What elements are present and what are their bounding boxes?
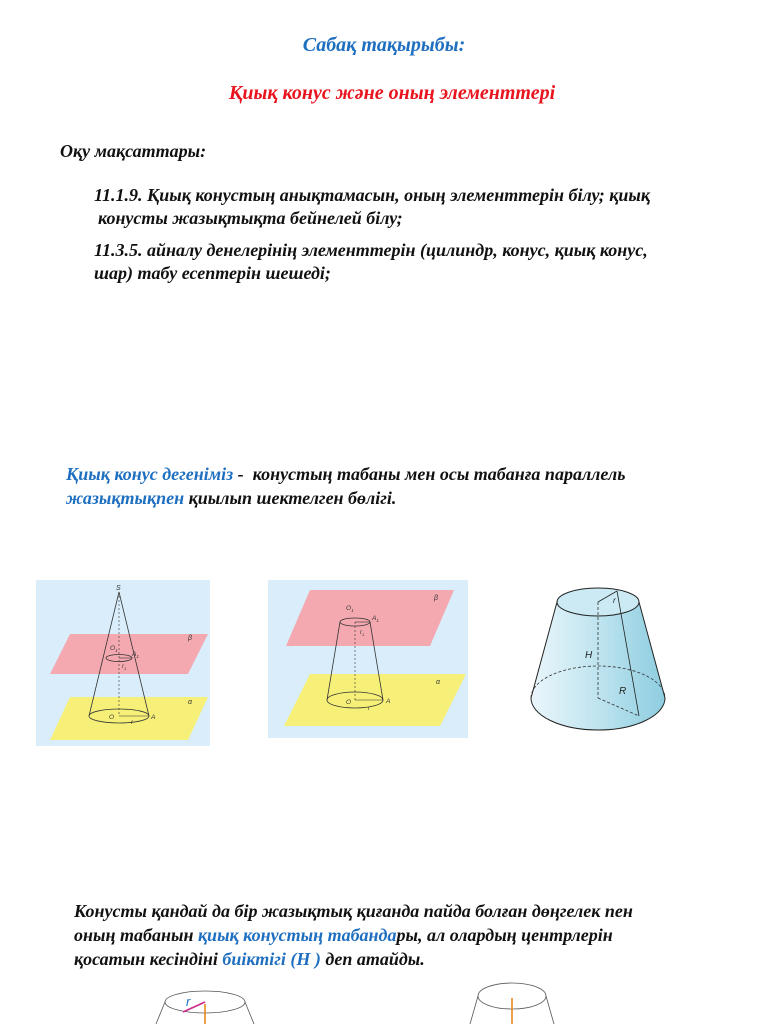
label-r1-sub: 1 (124, 666, 127, 671)
label-o1-letter: O (346, 605, 352, 612)
definition-text-2: қиылып шектелген бөлігі. (184, 488, 397, 508)
label-alpha: α (188, 699, 192, 706)
label-alpha: α (436, 679, 440, 686)
objective-item-1 (94, 184, 714, 230)
objective-2-line-1: 11.3.5. айналу денелерінің элементтерін (цилиндр, конус, қиық конус, (94, 240, 648, 260)
label-r1-sub: 1 (362, 632, 365, 637)
label-r: r (131, 720, 133, 726)
height-text-3b: деп атайды. (320, 949, 425, 969)
height-line-1: Конусты қандай да бір жазықтық қиғанда пайда болған дөңгелек пен (74, 901, 633, 921)
label-r1-letter: r (122, 664, 124, 670)
objective-2-line-2: шар) табу есептерін шешеді; (94, 263, 331, 283)
frustum-left-edge (156, 1002, 165, 1024)
frustum-left-edge (470, 996, 478, 1024)
label-r1-letter: r (360, 630, 362, 636)
label-r1 (122, 664, 126, 671)
label-a: A (151, 714, 156, 721)
cone-planes-figure (36, 580, 210, 746)
objectives-heading: Оқу мақсаттары: (60, 141, 207, 161)
height-text-2b: ры, ал олардың центрлерін (396, 925, 613, 945)
objective-1-line-2: конусты жазықтықта бейнелей білу; (98, 208, 403, 228)
frustum-radius-figure (150, 984, 260, 1024)
label-r: r (613, 596, 616, 605)
label-beta: β (188, 635, 192, 642)
objective-item-2 (94, 239, 714, 285)
label-r: r (186, 994, 191, 1009)
label-o1-sub: 1 (351, 608, 354, 613)
label-R: R (619, 686, 627, 697)
plane-alpha (50, 697, 208, 740)
plane-beta (286, 590, 454, 646)
height-line-2 (74, 923, 714, 947)
definition-text-1: конустың табаны мен осы табанға параллель (248, 464, 626, 484)
frustum-planes-figure (268, 580, 468, 738)
frustum-definition (66, 462, 716, 510)
label-beta: β (434, 595, 438, 602)
label-o1-letter: O (110, 645, 116, 652)
definition-term: Қиық конус дегеніміз (66, 464, 234, 484)
height-text-3a: қосатын кесіндіні (74, 949, 223, 969)
label-o1-sub: 1 (115, 648, 118, 653)
label-a: A (386, 698, 391, 705)
label-a1-sub: 1 (136, 654, 139, 659)
height-term: биіктігі (Н ) (222, 949, 321, 969)
label-a1-sub: 1 (376, 618, 379, 623)
topic-title: Қиық конус және оның элементтері (228, 82, 556, 104)
frustum-height-figure (462, 978, 562, 1024)
definition-dash: - (233, 464, 249, 484)
label-o: O (346, 699, 352, 706)
topic-label: Сабақ тақырыбы: (302, 34, 466, 56)
label-h: H (585, 650, 593, 661)
label-a1-letter: A (372, 615, 377, 622)
height-term-bases: қиық конустың табанда (197, 925, 397, 945)
label-apex: S (116, 585, 121, 592)
label-o: O (109, 714, 115, 721)
frustum-right-edge (546, 996, 554, 1024)
height-line-3 (74, 947, 714, 971)
label-r1 (360, 630, 364, 637)
height-text-2a: оның табанын (74, 925, 198, 945)
label-a1-letter: A (132, 651, 137, 658)
label-r: r (368, 706, 370, 712)
definition-term-2: жазықтықпен (66, 488, 185, 508)
frustum-right-edge (245, 1002, 254, 1024)
frustum-solid-figure (527, 582, 669, 740)
objective-1-line-1: 11.1.9. Қиық конустың анықтамасын, оның элементтерін білу; қиық (94, 185, 651, 205)
height-definition (74, 899, 714, 971)
plane-beta (50, 634, 208, 674)
